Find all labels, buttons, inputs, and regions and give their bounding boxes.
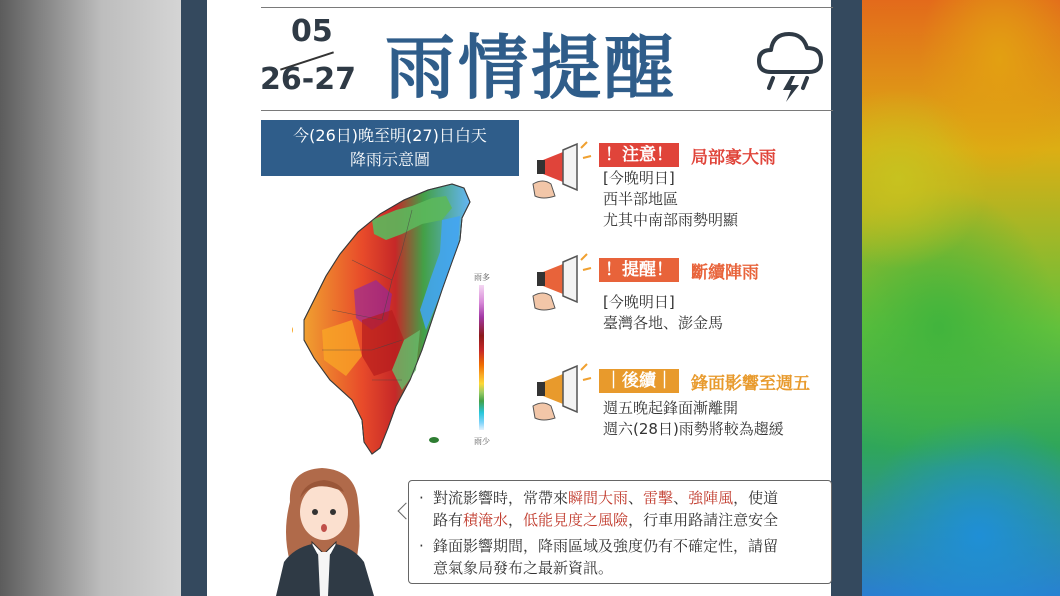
alert-tag-followup: ｜後續｜ xyxy=(599,369,679,393)
rainfall-map xyxy=(292,180,532,460)
note-text xyxy=(433,535,778,579)
alert-3-line: 週六(28日)雨勢將較為趨緩 xyxy=(603,420,784,438)
card-content xyxy=(207,0,831,596)
megaphone-icon xyxy=(529,138,593,202)
alert-3-line: 週五晚起鋒面漸離開 xyxy=(603,399,739,417)
map-caption-line2: 降雨示意圖 xyxy=(349,150,430,169)
legend-low-label: 雨少 xyxy=(474,437,490,446)
note-text-part: 路有 xyxy=(433,511,464,529)
alert-headline-showers: 斷續陣雨 xyxy=(691,263,759,283)
presenter-illustration xyxy=(270,462,380,596)
note-text xyxy=(433,487,778,531)
note-item xyxy=(419,535,821,579)
note-text-part: 、 xyxy=(628,489,644,507)
page-title: 雨情提醒 xyxy=(385,27,677,109)
note-text-part: ， xyxy=(508,511,524,529)
note-highlight: 積淹水 xyxy=(463,511,509,529)
alert-1-line: 西半部地區 xyxy=(603,190,679,208)
note-highlight: 強陣風 xyxy=(688,489,734,507)
note-text-part: 鋒面影響期間，降雨區域及強度仍有不確定性，請留 xyxy=(433,537,779,555)
note-highlight: 低能見度之風險 xyxy=(523,511,629,529)
bullet-dot: · xyxy=(419,489,424,507)
alert-headline-heavy-rain: 局部豪大雨 xyxy=(691,148,776,168)
note-highlight: 瞬間大雨 xyxy=(568,489,629,507)
map-caption-line1: 今(26日)晚至明(27)日白天 xyxy=(293,126,487,145)
note-text-part: 、 xyxy=(673,489,689,507)
rain-info-card xyxy=(181,0,862,596)
alert-detail-3 xyxy=(603,398,784,440)
megaphone-icon xyxy=(529,360,593,424)
date-days: 26-27 xyxy=(260,62,356,97)
alert-1-line: [今晚明日] xyxy=(603,169,675,187)
alert-2-line: [今晚明日] xyxy=(603,293,675,311)
alert-1-line: 尤其中南部雨勢明顯 xyxy=(603,211,739,229)
legend-high-label: 雨多 xyxy=(474,273,490,282)
note-item xyxy=(419,487,821,531)
top-divider xyxy=(261,7,833,8)
thunderstorm-icon xyxy=(755,22,825,104)
alert-tag-reminder: ！提醒！ xyxy=(599,258,679,282)
note-text-part: ，行車用路請注意安全 xyxy=(628,511,779,529)
note-text-part: 意氣象局發布之最新資訊。 xyxy=(433,559,614,577)
megaphone-icon xyxy=(529,250,593,314)
note-highlight: 雷擊 xyxy=(643,489,674,507)
alert-2-line: 臺灣各地、澎金馬 xyxy=(603,314,724,332)
alert-tag-warning: ！注意！ xyxy=(599,143,679,167)
note-text-part: 對流影響時，常帶來 xyxy=(433,489,569,507)
alert-headline-front: 鋒面影響至週五 xyxy=(691,374,810,394)
map-caption xyxy=(261,120,519,176)
background-blur-left xyxy=(0,0,185,596)
alert-detail-1 xyxy=(603,168,738,231)
title-divider xyxy=(261,110,833,111)
background-blur-right xyxy=(858,0,1060,596)
date-month: 05 xyxy=(291,14,333,49)
rainfall-legend-bar xyxy=(479,285,484,430)
note-text-part: ，使道 xyxy=(733,489,779,507)
speech-bubble-notes xyxy=(408,480,832,584)
alert-detail-2 xyxy=(603,292,723,334)
bullet-dot: · xyxy=(419,537,424,555)
